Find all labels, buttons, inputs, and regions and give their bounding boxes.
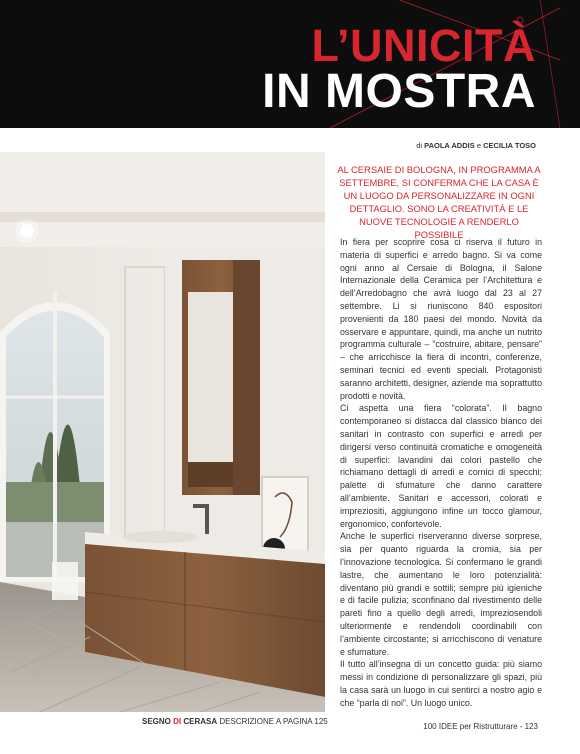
byline-joiner: e: [476, 141, 481, 150]
caption-brand: CERASA: [183, 717, 218, 726]
body-paragraph-1: In fiera per scoprire cosa ci riserva il futuro in materia di superfici e arredo bagno. Si va come ogni anno al Cersaie di Bologna, il Salone Internazionale della Ceramica per l’Architettura e dell’Arredobagno che avrà luogo dal 23 al 27 settembre. Li si riuniscono 840 espositori provenienti da 180 paesi del mondo. Novità da osservare e appuntare, quindi, ma anche un nutrito programma culturale – “costruire, abitare, pensare” – che arricchisce la fiera di incontri, conferenze, seminari tecnici ed eventi speciali. Protagonisti saranno architetti, designer, aziende ma soprattutto prodotti e novità.: [340, 237, 542, 401]
author-1: PAOLA ADDIS: [424, 141, 475, 150]
title-line-2: IN MOSTRA: [262, 65, 536, 118]
page-footer: 100 IDEE per Ristrutturare - 123: [423, 722, 538, 731]
caption-reference: DESCRIZIONE A PAGINA 125: [219, 717, 328, 726]
lead-paragraph: AL CERSAIE DI BOLOGNA, IN PROGRAMMA A SETTEMBRE, SI CONFERMA CHE LA CASA È UN LUOGO DA PERSONALIZZARE IN OGNI DETTAGLIO. SONO LA CREATIVITÀ E LE NUOVE TECNOLOGIE A RENDERLO POSSIBILE: [337, 164, 541, 240]
caption-joiner: DI: [173, 717, 182, 726]
byline-prefix: di: [416, 141, 423, 150]
bathroom-illustration: [0, 152, 325, 712]
byline: [416, 141, 536, 150]
body-paragraph-2: Ci aspetta una fiera “colorata”. Il bagno contemporaneo si distacca dal classico bianco dei sanitari in contrasto con superfici e arredi per dirigersi verso continuità cromatiche e omogeneità di superfici: lavandini dai colori pastello che richiamano dettagli di arredi e cornici di specchi; palette di sfumature che danno carattere all’ambiente. Sanitari e accessori, colorati e impreziositi, aggiungono infine un tocco glamour, ergonomico, confortevole.: [340, 403, 542, 529]
article-body: [340, 236, 542, 712]
photo-caption: [142, 717, 328, 726]
author-2: CECILIA TOSO: [483, 141, 536, 150]
header-band: [0, 0, 580, 128]
body-paragraph-3: Anche le superfici riserveranno diverse sorprese, sia per quanto riguarda la cromia, sia per l’innovazione tecnologica. Si confermano le grandi lastre, che aumentano le loro potenzialità: diventano più grandi e sottili; sempre più igieniche e di facile pulizia; sconfinano dal rivestimento delle pareti fino a quello degli arredi, impreziosendoli ulteriormente e rendendoli coordinabili con l’ambiente circostante; si arricchiscono di venature e sfumature.: [340, 531, 542, 657]
bathroom-photo: [0, 152, 325, 712]
body-paragraph-4: Il tutto all’insegna di un concetto guida: più siamo messi in condizione di personalizzare gli spazi, più la casa sarà un luogo in cui sentirci a nostro agio e che “parla di noi”. Un luogo unico.: [340, 659, 542, 708]
title-line-1: L’UNICITÀ: [311, 20, 536, 71]
caption-product: SEGNO: [142, 717, 171, 726]
